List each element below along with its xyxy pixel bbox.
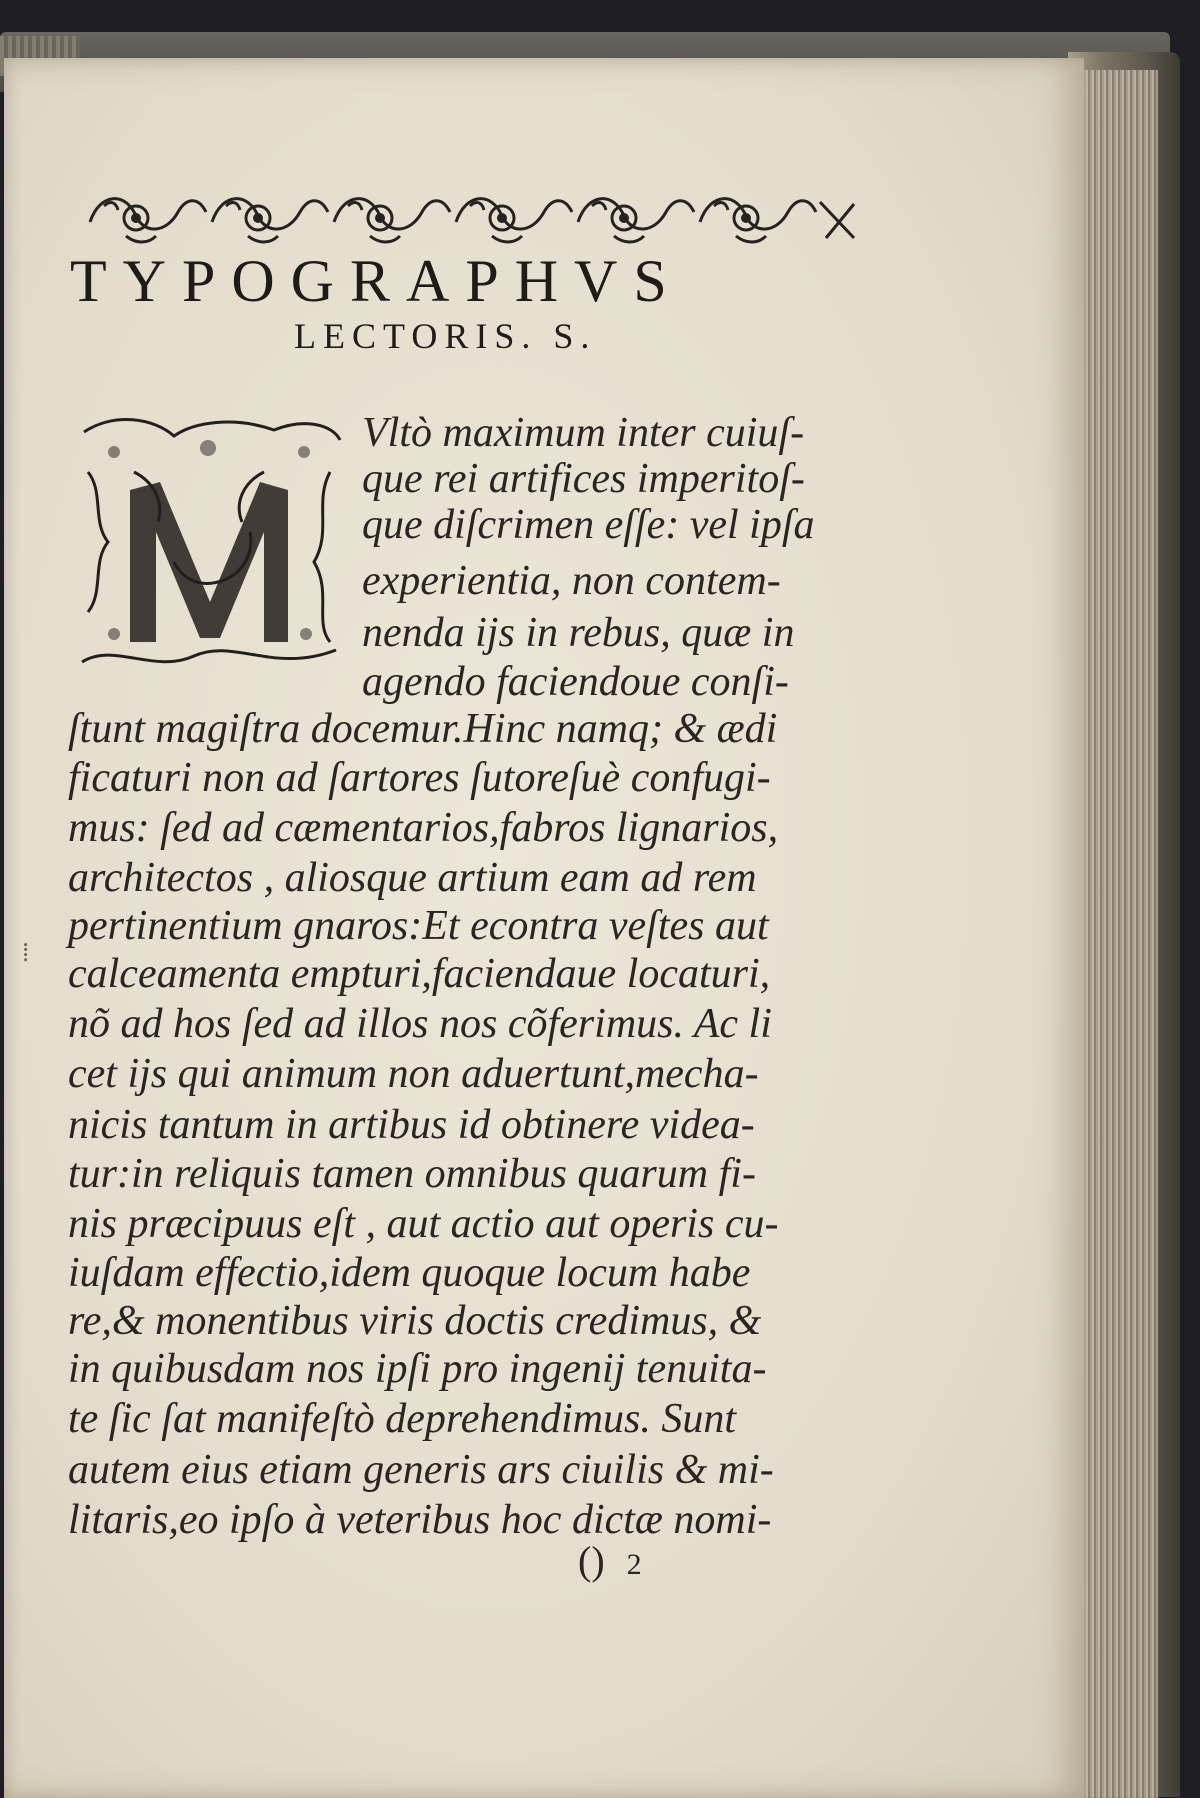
decorated-initial-m-ornament (74, 412, 346, 678)
text-line: cet ijs qui animum non aduertunt,mecha- (68, 1051, 759, 1097)
signature-mark: () (578, 1538, 605, 1583)
text-line: pertinentium gnaros:Et econtra veſtes aut (68, 903, 769, 949)
text-line: tur:in reliquis tamen omnibus quarum fi- (68, 1151, 756, 1197)
text-line: iuſdam effectio,idem quoque locum habe (68, 1250, 751, 1296)
text-line: ſtunt magiſtra docemur.Hinc namq; & ædi (68, 706, 778, 752)
text-line: nõ ad hos ſed ad illos nos cõferimus. Ac li (68, 1001, 772, 1047)
page-stack-edge (1080, 70, 1158, 1798)
text-line: que diſcrimen eſſe: vel ipſa (362, 502, 815, 548)
text-line: ficaturi non ad ſartores ſutoreſuè confugi- (68, 755, 771, 801)
fleuron-unit (90, 199, 206, 242)
page-footer (578, 1536, 698, 1586)
text-line: calceamenta empturi,faciendaue locaturi, (68, 951, 771, 997)
page-title: TYPOGRAPHVS (70, 248, 683, 314)
text-line: nis præcipuus eſt , aut actio aut operis cu- (68, 1201, 779, 1247)
text-line: nenda ijs in rebus, quæ in (362, 610, 795, 656)
fleuron-headpiece-ornament (86, 182, 858, 248)
text-line: autem eius etiam generis ars ciuilis & mi- (68, 1447, 774, 1493)
folio-number: 2 (626, 1548, 642, 1581)
page-subtitle: LECTORIS. S. (294, 316, 597, 356)
text-line: architectos , aliosque artium eam ad rem (68, 855, 757, 901)
text-line: mus: ſed ad cæmentarios,fabros lignarios, (68, 805, 779, 851)
text-line: in quibusdam nos ipſi pro ingenij tenuita- (68, 1346, 767, 1392)
text-line: que rei artifices imperitoſ- (362, 456, 805, 502)
text-line: litaris,eo ipſo à veteribus hoc dictæ nomi- (68, 1497, 772, 1543)
text-line: agendo faciendoue conſi- (362, 659, 789, 705)
text-line: re,& monentibus viris doctis credimus, & (68, 1298, 762, 1344)
text-line: nicis tantum in artibus id obtinere videa- (68, 1102, 755, 1148)
text-line: Vltò maximum inter cuiuſ- (362, 410, 805, 456)
text-line: experientia, non contem- (362, 558, 781, 604)
marginal-ink-mark: ⁞ (22, 938, 30, 968)
text-line: te ſic ſat manifeſtò deprehendimus. Sunt (68, 1396, 737, 1442)
